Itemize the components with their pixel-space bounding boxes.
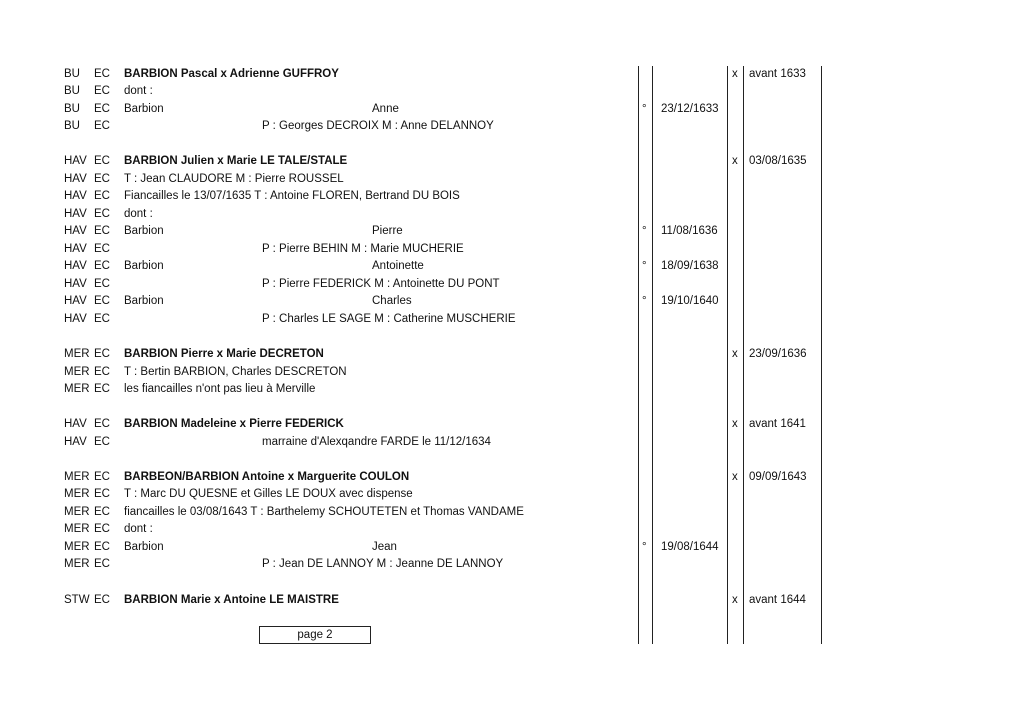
record-type: EC [94, 594, 110, 606]
birth-marker: ° [642, 225, 647, 237]
birth-date: 19/10/1640 [661, 295, 719, 307]
record-row [0, 83, 1024, 100]
record-row [0, 258, 1024, 275]
record-type: EC [94, 260, 110, 272]
record-type: EC [94, 471, 110, 483]
place-code: HAV [64, 155, 87, 167]
record-row [0, 206, 1024, 223]
place-code: MER [64, 523, 90, 535]
place-code: MER [64, 383, 90, 395]
marriage-date: 03/08/1635 [749, 155, 807, 167]
place-code: HAV [64, 243, 87, 255]
record-row [0, 66, 1024, 83]
entry-text: BARBEON/BARBION Antoine x Marguerite COULON [124, 471, 410, 483]
marriage-marker: x [732, 155, 738, 167]
record-type: EC [94, 103, 110, 115]
marriage-marker: x [732, 68, 738, 80]
entry-text: Barbion [124, 295, 164, 307]
first-name: Charles [372, 295, 412, 307]
godparents: P : Georges DECROIX M : Anne DELANNOY [262, 120, 494, 132]
birth-marker: ° [642, 541, 647, 553]
marriage-date: avant 1641 [749, 418, 806, 430]
record-row [0, 346, 1024, 363]
record-row [0, 539, 1024, 556]
place-code: MER [64, 506, 90, 518]
record-type: EC [94, 313, 110, 325]
place-code: MER [64, 348, 90, 360]
record-row [0, 592, 1024, 609]
place-code: HAV [64, 225, 87, 237]
entry-text: BARBION Julien x Marie LE TALE/STALE [124, 155, 348, 167]
record-type: EC [94, 366, 110, 378]
first-name: Pierre [372, 225, 403, 237]
marriage-date: avant 1644 [749, 594, 806, 606]
place-code: HAV [64, 436, 87, 448]
marriage-marker: x [732, 594, 738, 606]
record-row [0, 486, 1024, 503]
record-row [0, 556, 1024, 573]
entry-text: T : Jean CLAUDORE M : Pierre ROUSSEL [124, 173, 344, 185]
entry-text: BARBION Marie x Antoine LE MAISTRE [124, 594, 339, 606]
godparents: marraine d'Alexqandre FARDE le 11/12/1634 [262, 436, 491, 448]
entry-text: BARBION Pierre x Marie DECRETON [124, 348, 324, 360]
godparents: P : Charles LE SAGE M : Catherine MUSCHERIE [262, 313, 516, 325]
record-row [0, 416, 1024, 433]
place-code: HAV [64, 418, 87, 430]
place-code: BU [64, 68, 80, 80]
record-row [0, 311, 1024, 328]
record-type: EC [94, 243, 110, 255]
entry-text: les fiancailles n'ont pas lieu à Merville [124, 383, 316, 395]
record-type: EC [94, 278, 110, 290]
record-type: EC [94, 120, 110, 132]
record-row [0, 171, 1024, 188]
record-type: EC [94, 436, 110, 448]
record-row [0, 153, 1024, 170]
marriage-date: 09/09/1643 [749, 471, 807, 483]
place-code: HAV [64, 208, 87, 220]
entry-text: T : Marc DU QUESNE et Gilles LE DOUX avec dispense [124, 488, 413, 500]
record-row [0, 504, 1024, 521]
place-code: HAV [64, 173, 87, 185]
record-type: EC [94, 418, 110, 430]
record-type: EC [94, 383, 110, 395]
first-name: Antoinette [372, 260, 424, 272]
record-type: EC [94, 558, 110, 570]
place-code: MER [64, 541, 90, 553]
record-row [0, 381, 1024, 398]
entry-text: dont : [124, 208, 153, 220]
place-code: HAV [64, 295, 87, 307]
record-type: EC [94, 208, 110, 220]
page-number: page 2 [259, 626, 371, 644]
birth-date: 19/08/1644 [661, 541, 719, 553]
birth-marker: ° [642, 260, 647, 272]
place-code: MER [64, 366, 90, 378]
birth-date: 11/08/1636 [661, 225, 718, 237]
place-code: HAV [64, 260, 87, 272]
marriage-marker: x [732, 348, 738, 360]
record-type: EC [94, 488, 110, 500]
place-code: MER [64, 488, 90, 500]
entry-text: dont : [124, 85, 153, 97]
record-type: EC [94, 523, 110, 535]
entry-text: BARBION Pascal x Adrienne GUFFROY [124, 68, 339, 80]
entry-text: Fiancailles le 13/07/1635 T : Antoine FLOREN, Bertrand DU BOIS [124, 190, 460, 202]
record-type: EC [94, 225, 110, 237]
record-row [0, 118, 1024, 135]
marriage-date: 23/09/1636 [749, 348, 807, 360]
entry-text: Barbion [124, 103, 164, 115]
place-code: HAV [64, 278, 87, 290]
place-code: BU [64, 85, 80, 97]
record-row [0, 276, 1024, 293]
entry-text: T : Bertin BARBION, Charles DESCRETON [124, 366, 347, 378]
record-row [0, 469, 1024, 486]
birth-date: 18/09/1638 [661, 260, 719, 272]
record-row [0, 188, 1024, 205]
record-type: EC [94, 68, 110, 80]
record-row [0, 293, 1024, 310]
record-type: EC [94, 295, 110, 307]
marriage-marker: x [732, 418, 738, 430]
place-code: HAV [64, 190, 87, 202]
record-type: EC [94, 190, 110, 202]
entry-text: Barbion [124, 541, 164, 553]
entry-text: Barbion [124, 260, 164, 272]
birth-marker: ° [642, 103, 647, 115]
first-name: Jean [372, 541, 397, 553]
godparents: P : Jean DE LANNOY M : Jeanne DE LANNOY [262, 558, 504, 570]
record-row [0, 434, 1024, 451]
record-type: EC [94, 155, 110, 167]
record-row [0, 521, 1024, 538]
place-code: BU [64, 120, 80, 132]
godparents: P : Pierre FEDERICK M : Antoinette DU PONT [262, 278, 500, 290]
place-code: STW [64, 594, 90, 606]
record-row [0, 101, 1024, 118]
godparents: P : Pierre BEHIN M : Marie MUCHERIE [262, 243, 464, 255]
entry-text: Barbion [124, 225, 164, 237]
place-code: MER [64, 558, 90, 570]
place-code: BU [64, 103, 80, 115]
marriage-date: avant 1633 [749, 68, 806, 80]
marriage-marker: x [732, 471, 738, 483]
record-type: EC [94, 85, 110, 97]
record-type: EC [94, 173, 110, 185]
place-code: MER [64, 471, 90, 483]
birth-date: 23/12/1633 [661, 103, 719, 115]
record-row [0, 364, 1024, 381]
entry-text: dont : [124, 523, 153, 535]
place-code: HAV [64, 313, 87, 325]
first-name: Anne [372, 103, 399, 115]
birth-marker: ° [642, 295, 647, 307]
record-type: EC [94, 541, 110, 553]
record-type: EC [94, 348, 110, 360]
entry-text: BARBION Madeleine x Pierre FEDERICK [124, 418, 344, 430]
record-row [0, 241, 1024, 258]
entry-text: fiancailles le 03/08/1643 T : Barthelemy SCHOUTETEN et Thomas VANDAME [124, 506, 524, 518]
record-row [0, 223, 1024, 240]
record-type: EC [94, 506, 110, 518]
